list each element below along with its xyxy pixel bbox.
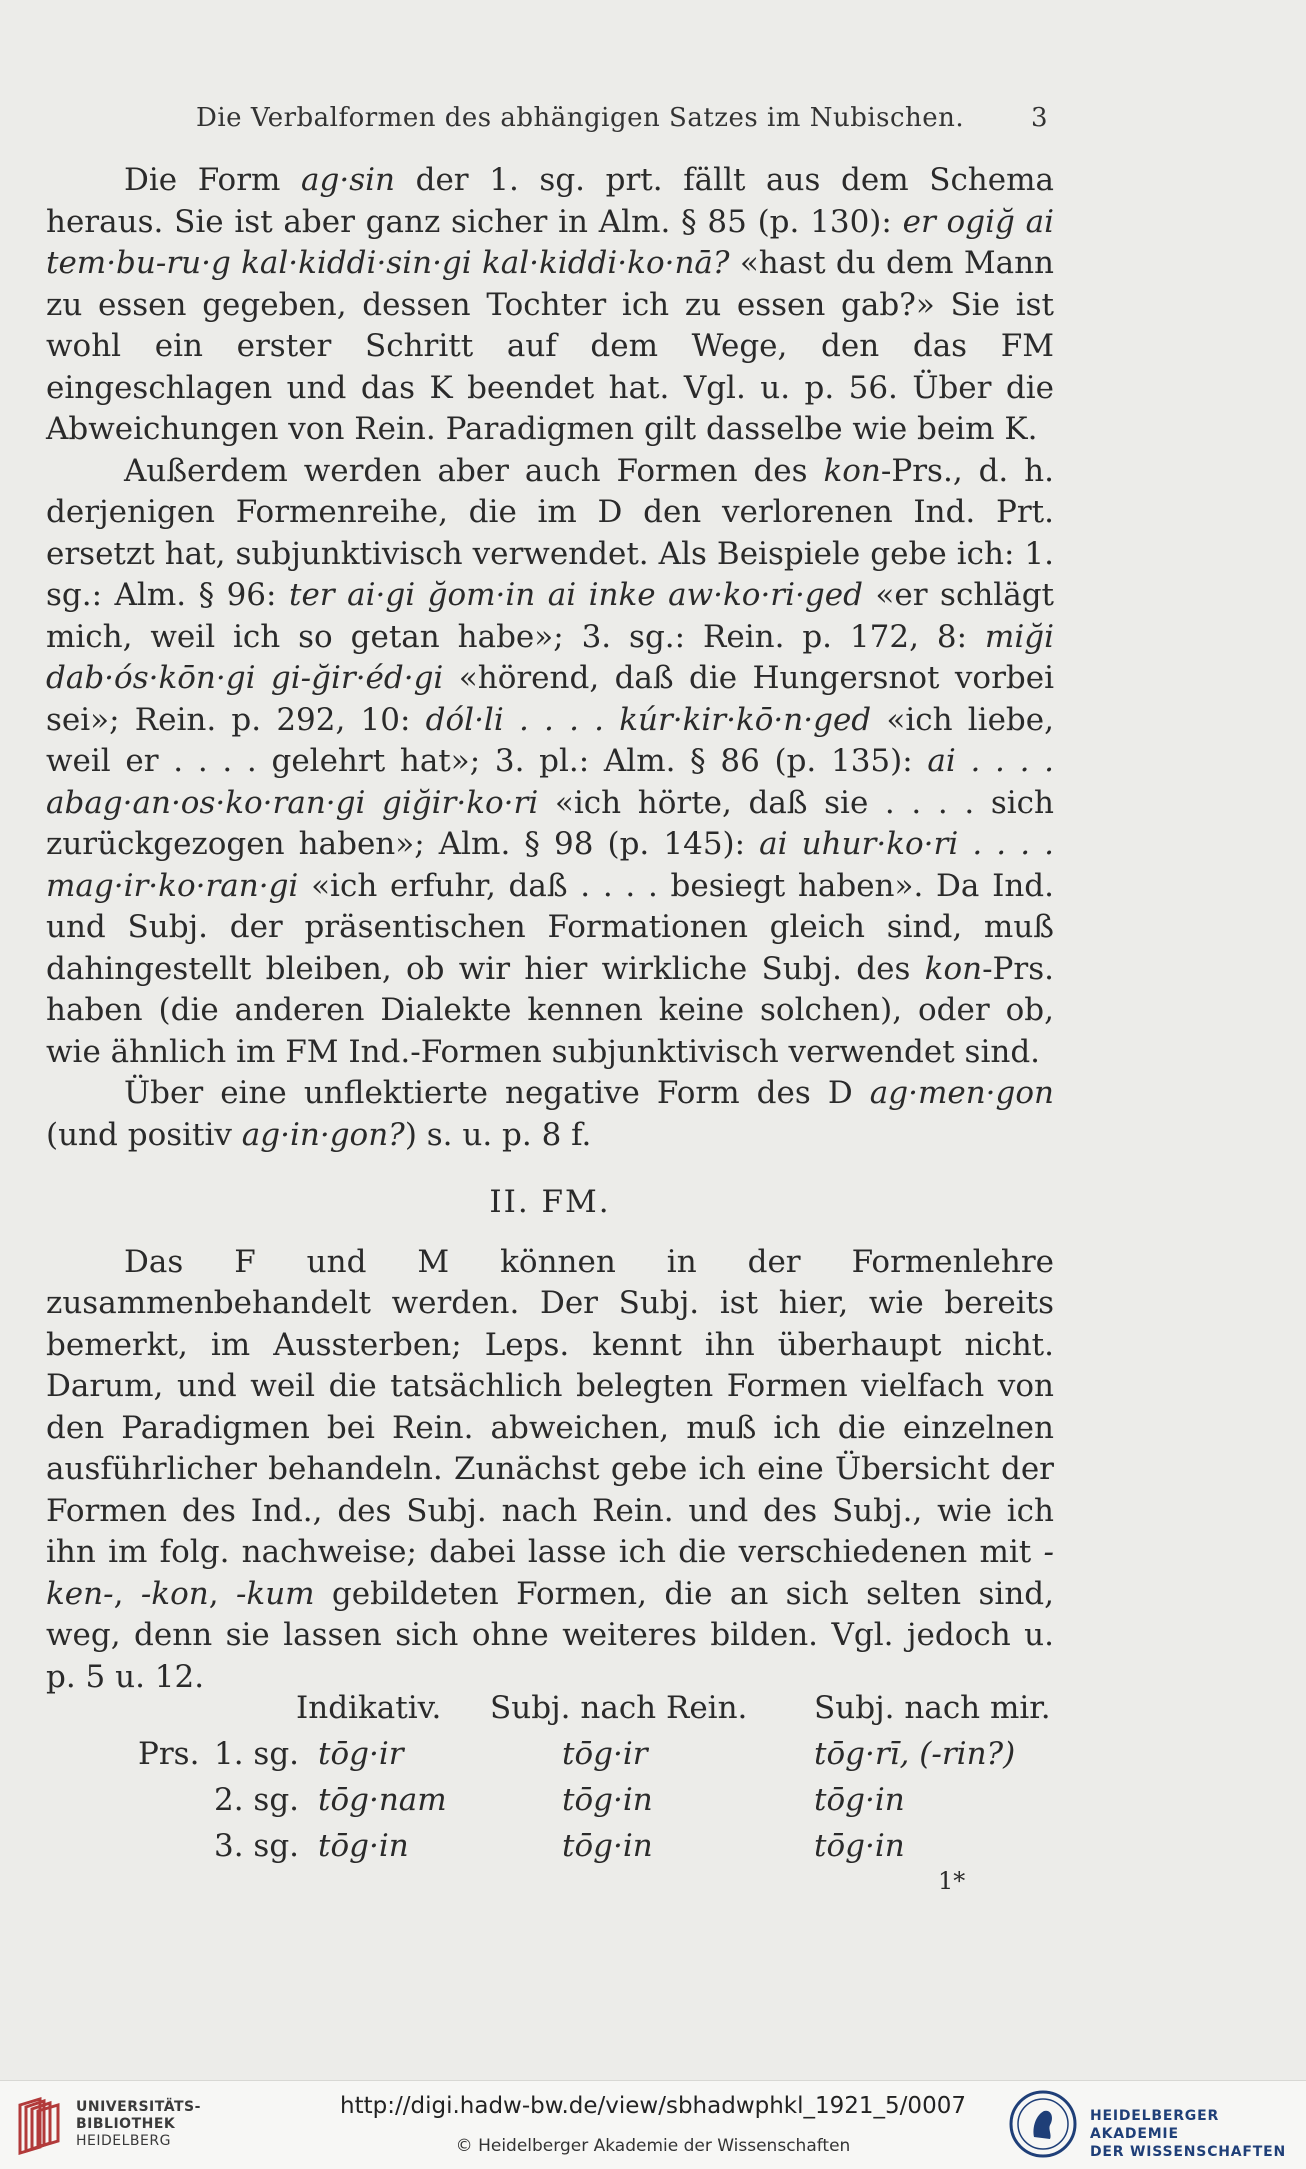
paragraph-3: Über eine unflektierte negative Form des D ag·men·gon (und positiv ag·in·gon?) s. u. p. 8 f. — [46, 1075, 1054, 1153]
italic-form: kon — [823, 452, 881, 489]
university-library-name: UNIVERSITÄTS- BIBLIOTHEK HEIDELBERG — [76, 2099, 201, 2149]
person-label: 3. sg. — [214, 1828, 300, 1864]
form-subj-mir: tōg·in — [814, 1828, 905, 1864]
italic-form: ag·in·gon? — [241, 1116, 405, 1153]
academy-name: HEIDELBERGER AKADEMIE DER WISSENSCHAFTEN — [1090, 2108, 1287, 2160]
permalink-url[interactable]: http://digi.hadw-bw.de/view/sbhadwphkl_1921_5/0007 — [340, 2093, 966, 2119]
form-subj-mir: tōg·rī, (-rin?) — [814, 1736, 1016, 1772]
table-header-row — [46, 1690, 1054, 1736]
header-subj-rein: Subj. nach Rein. — [490, 1690, 748, 1726]
signature-mark: 1* — [938, 1867, 966, 1895]
table-row — [46, 1782, 1054, 1828]
body-text — [46, 160, 1054, 1698]
table-row — [46, 1736, 1054, 1782]
person-label: 1. sg. — [214, 1736, 300, 1772]
form-subj-rein: tōg·in — [562, 1782, 653, 1818]
person-label: 2. sg. — [214, 1782, 300, 1818]
italic-form: er ogiğ ai tem·bu-ru·g kal·kiddi·sin·gi kal·kiddi·ko·nā? — [46, 203, 1054, 281]
italic-form: -ken- — [46, 1534, 1054, 1612]
italic-form: -kum — [235, 1575, 315, 1612]
italic-form: dól·li . . . . kúr·kir·kō·n·ged — [425, 701, 872, 738]
italic-form: ag·sin — [301, 162, 395, 198]
form-subj-rein: tōg·ir — [562, 1736, 648, 1772]
form-indikativ: tōg·nam — [318, 1782, 447, 1818]
header-indikativ: Indikativ. — [296, 1690, 442, 1726]
academy-seal-icon[interactable] — [1008, 2089, 1078, 2159]
form-indikativ: tōg·ir — [318, 1736, 404, 1772]
italic-form: ai . . . . abag·an·os·ko·ran·gi giğir·ko·ri — [46, 743, 1054, 821]
italic-form: ai uhur·ko·ri . . . . mag·ir·ko·ran·gi — [46, 826, 1055, 904]
running-head-title: Die Verbalformen des abhängigen Satzes im Nubischen. — [196, 103, 965, 133]
footer-bar — [0, 2080, 1306, 2169]
copyright-notice: © Heidelberger Akademie der Wissenschaften — [455, 2136, 851, 2156]
table-row — [46, 1828, 1054, 1874]
paradigm-table — [46, 1690, 1054, 1874]
form-subj-mir: tōg·in — [814, 1782, 905, 1818]
header-subj-mir: Subj. nach mir. — [814, 1690, 1051, 1726]
italic-form: kon — [924, 950, 983, 987]
paragraph-2: Außerdem werden aber auch Formen des kon-Prs., d. h. derjenigen Formenreihe, die im D den verlorenen Ind. Prt. ersetzt hat, subjunktivisch verwendet. Als Beispiele gebe ich: 1. sg.: Alm. § 96: ter ai·gi ğom·in ai inke aw·ko·ri·ged «er schlägt mich, weil ich so getan habe»; 3. sg.: Rein. p. 172, 8: miği dab·ós·kōn·gi gi-ğir·éd·gi «hörend, daß die Hungersnot vorbei sei»; Rein. p. 292, 10: dól·li . . . . kúr·kir·kō·n·ged «ich liebe, weil er . . . . gelehrt hat»; 3. pl.: Alm. § 86 (p. 135): ai . . . . abag·an·os·ko·ran·gi giğir·ko·ri «ich hörte, daß sie . . . . sich zurückgezogen haben»; Alm. § 98 (p. 145): ai uhur·ko·ri . . . . mag·ir·ko·ran·gi «ich erfuhr, daß . . . . besiegt haben». Da Ind. und Subj. der präsentischen Formationen gleich sind, muß dahingestellt bleiben, ob wir hier wirkliche Subj. des kon-Prs. haben (die anderen Dialekte kennen keine solchen), oder ob, wie ähnlich im FM Ind.-Formen subjunktivisch verwendet sind. — [46, 452, 1055, 1070]
tense-label: Prs. — [138, 1736, 200, 1772]
paragraph-1: Die Form ag·sin der 1. sg. prt. fällt aus dem Schema heraus. Sie ist aber ganz sicher in Alm. § 85 (p. 130): er ogiğ ai tem·bu-ru·g kal·kiddi·sin·gi kal·kiddi·ko·nā? «hast du dem Mann zu essen gegeben, dessen Tochter ich zu essen gab?» Sie ist wohl ein erster Schritt auf dem Wege, den das FM eingeschlagen und das K beendet hat. Vgl. u. p. 56. Über die Abweichungen von Rein. Paradigmen gilt dasselbe wie beim K. — [46, 162, 1055, 447]
form-indikativ: tōg·in — [318, 1828, 409, 1864]
form-subj-rein: tōg·in — [562, 1828, 653, 1864]
paragraph-4: Das F und M können in der Formenlehre zusammenbehandelt werden. Der Subj. ist hier, wie bereits bemerkt, im Aussterben; Leps. kennt ihn überhaupt nicht. Darum, und weil die tatsächlich belegten Formen vielfach von den Paradigmen bei Rein. abweichen, muß ich die einzelnen ausführlicher behandeln. Zunächst gebe ich eine Übersicht der Formen des Ind., des Subj. nach Rein. und des Subj., wie ich ihn im folg. nachweise; dabei lasse ich die verschiedenen mit -ken-, -kon, -kum gebildeten Formen, die an sich selten sind, weg, denn sie lassen sich ohne weiteres bilden. Vgl. jedoch u. p. 5 u. 12. — [46, 1243, 1054, 1695]
italic-form: ter ai·gi ğom·in ai inke aw·ko·ri·ged — [288, 577, 863, 613]
italic-form: ag·men·gon — [869, 1075, 1054, 1111]
italic-form: miği dab·ós·kōn·gi gi-ğir·éd·gi — [46, 618, 1054, 696]
page-number: 3 — [1030, 103, 1048, 133]
italic-form: -kon — [140, 1575, 209, 1612]
section-heading: II. FM. — [489, 1184, 611, 1220]
